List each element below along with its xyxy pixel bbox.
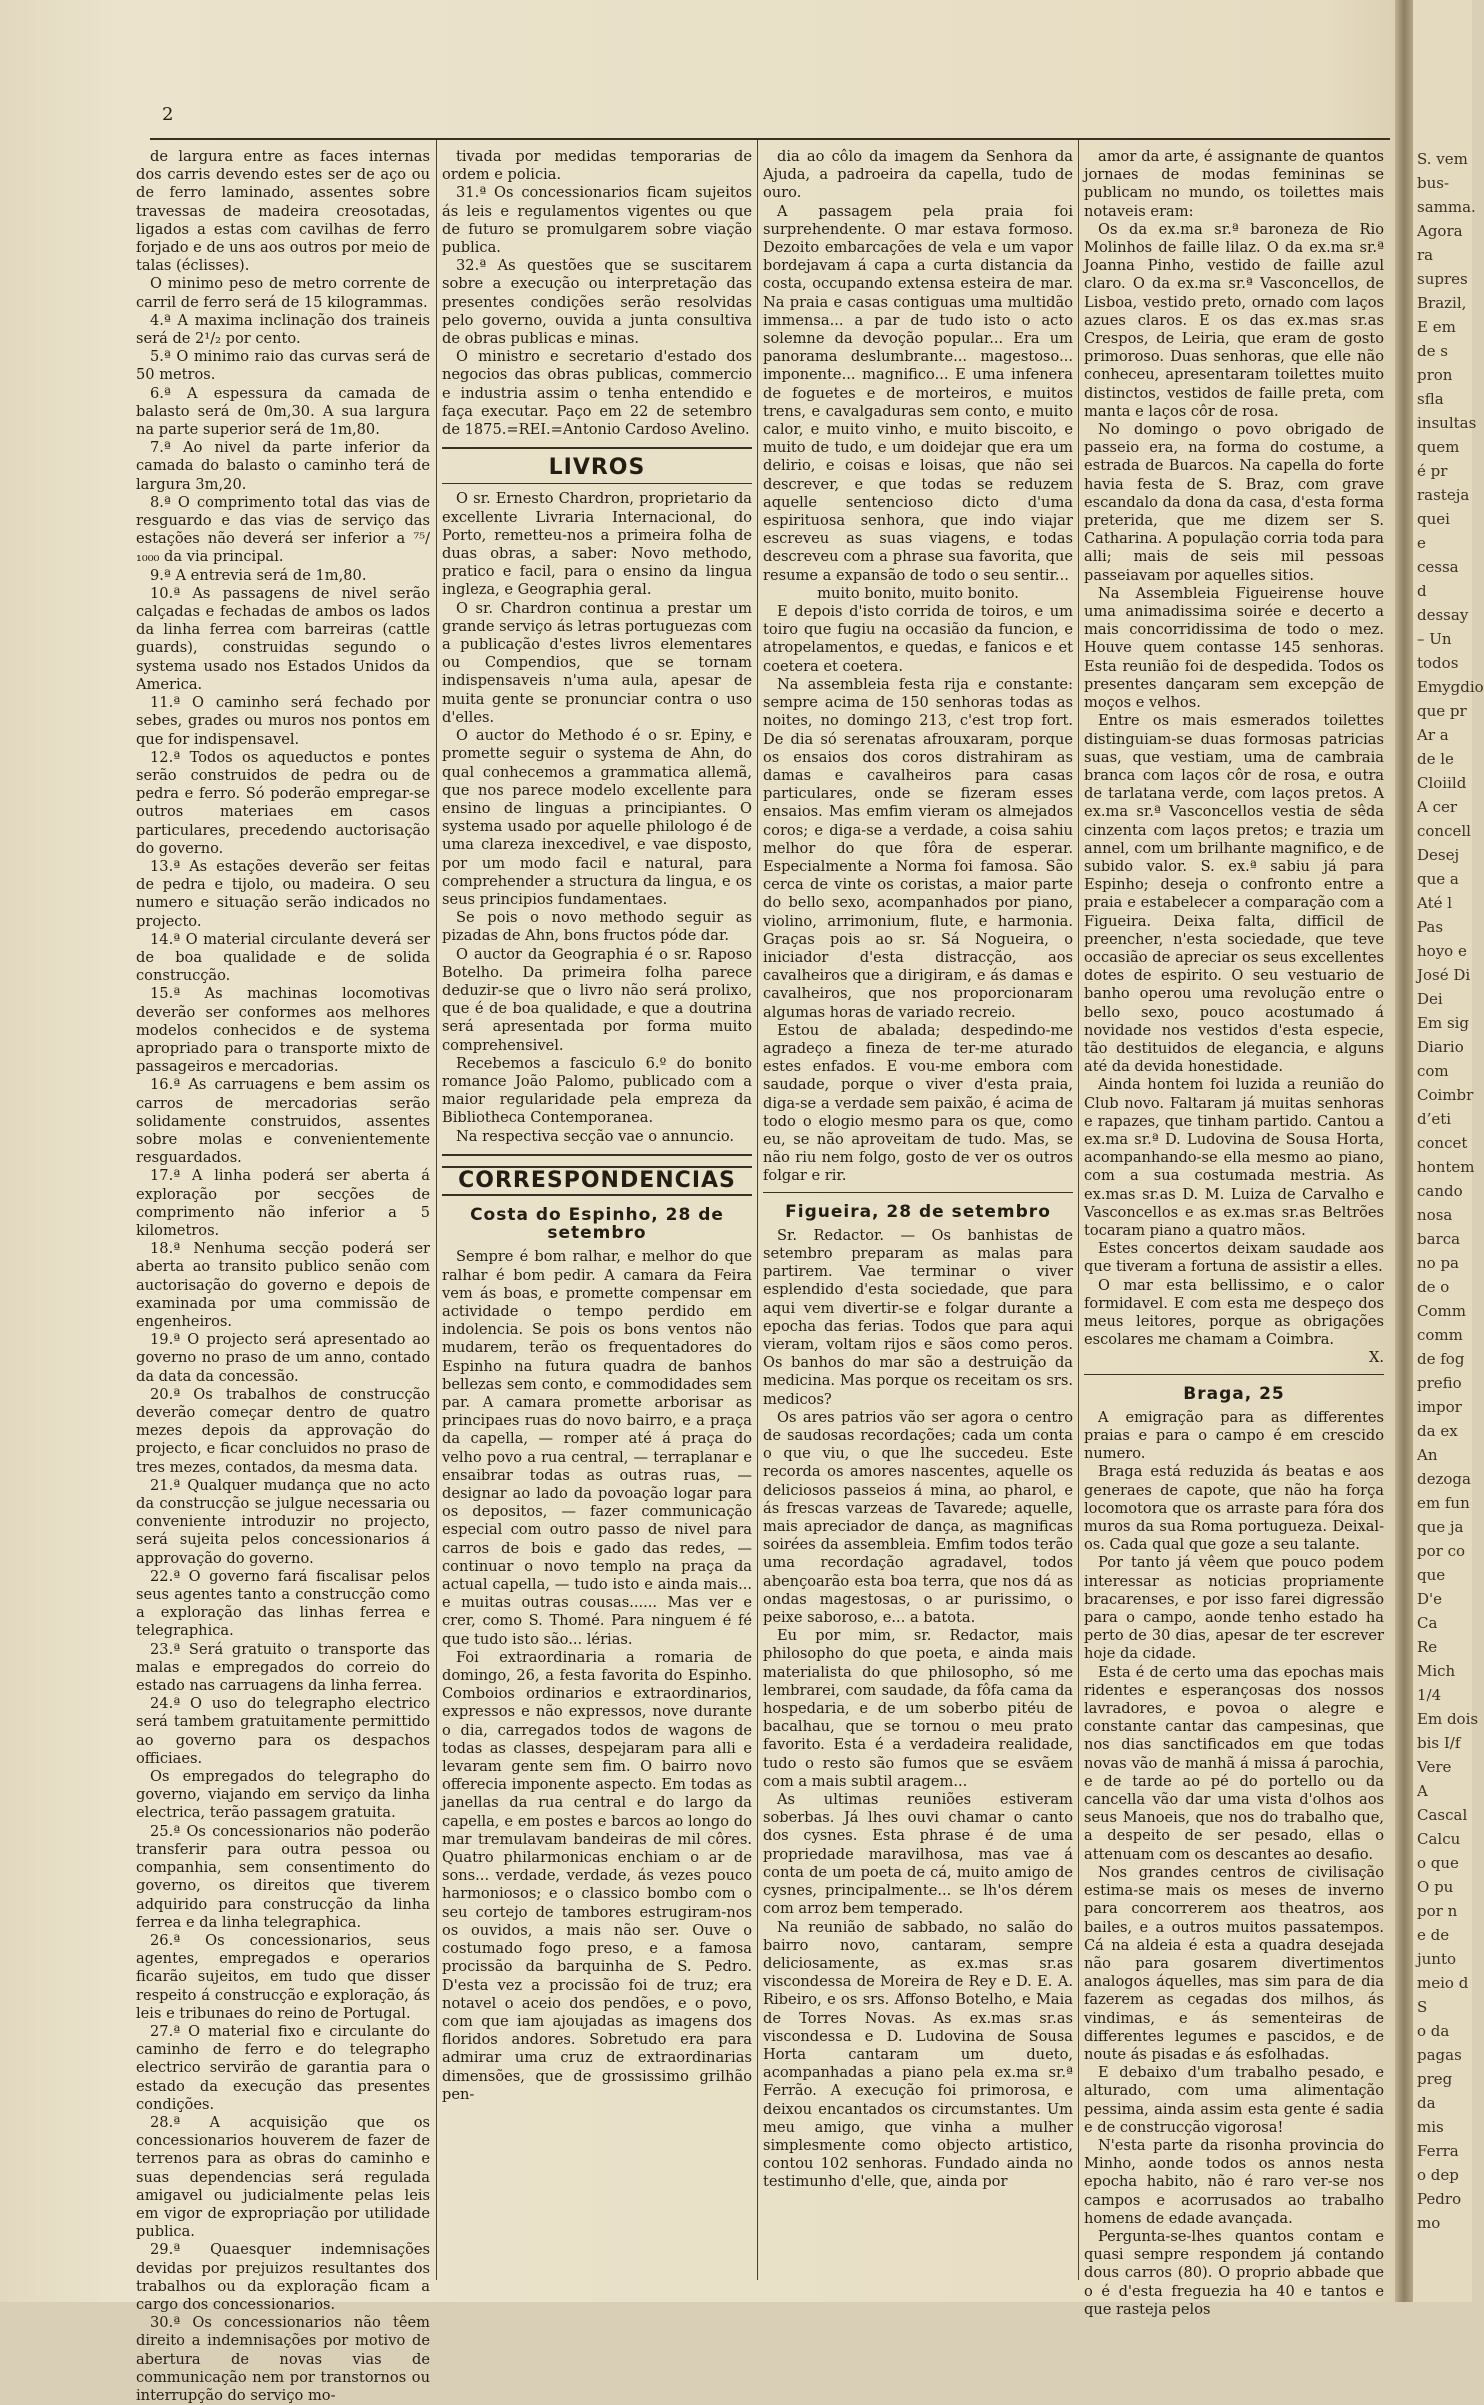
paragraph: 32.ª As questões que se suscitarem sobre a execução ou interpretação das presentes condições serão resolvidas pelo governo, ouvida a junta consultiva de obras publicas e minas. (442, 257, 752, 348)
paragraph: 30.ª Os concessionarios não têem direito a indemnisações por motivo de abertura de novas vias de communicação nem por transtornos ou interrupção do serviço mo- (136, 2314, 430, 2404)
paragraph: 12.ª Todos os aqueductos e pontes serão construidos de pedra ou de pedra e ferro. Só poderão empregar-se outros materiaes em casos particulares, precedendo auctorisação do governo. (136, 748, 430, 857)
paragraph: Estes concertos deixam saudade aos que tiveram a fortuna de assistir a elles. (1084, 1240, 1384, 1276)
paragraph: 7.ª Ao nivel da parte inferior da camada do balasto o caminho terá de largura 3m,20. (136, 439, 430, 493)
paragraph: O minimo peso de metro corrente de carril de ferro será de 15 kilogrammas. (136, 275, 430, 311)
paragraph: Entre os mais esmerados toilettes distinguiam-se duas formosas patricias suas, que vestiam, uma de cambraia branca com laços côr de rosa, e outra de tarlatana verde, com laços pretos. A ex.ma sr.ª Vasconcellos vestia de sêda cinzenta com laços pretos; e trazia um annel, com um brilhante magnifico, e de subido valor. S. ex.ª sabiu já para Espinho; deseja o confronto entre a praia e estabelecer a comparação com a Figueira. Deixa falta, difficil de preencher, n'esta sociedade, que teve occasião de apreciar os seus excellentes dotes de espirito. O seu vestuario de banho operou uma revolução entre o bello sexo, pouco acostumado á novidade nos vestidos d'esta especie, tão destituidos de elegancia, e alguns até da devida honestidade. (1084, 712, 1384, 1076)
dateline-figueira: Figueira, 28 de setembro (785, 1201, 1051, 1222)
next-page-fragment: E em (1417, 318, 1456, 336)
next-page-fragment: d (1417, 582, 1427, 600)
next-page-fragment: Mich (1417, 1662, 1456, 1680)
page-gutter (1395, 0, 1413, 2302)
next-page-fragment: bus- (1417, 174, 1450, 192)
next-page-fragment: Cascal (1417, 1806, 1468, 1824)
paragraph: 20.ª Os trabalhos de construcção deverão começar dentro de quatro mezes depois da approvação do projecto, e ficar concluidos no praso de tres mezes, contados, da mesma data. (136, 1385, 430, 1476)
next-page-fragment: sfla (1417, 390, 1444, 408)
next-page-fragment: pron (1417, 366, 1453, 384)
next-page-fragment: o que (1417, 1854, 1459, 1872)
next-page-fragment: nosa (1417, 1206, 1453, 1224)
section-rule (442, 1154, 752, 1156)
paragraph: Os da ex.ma sr.ª baroneza de Rio Molinhos de faille lilaz. O da ex.ma sr.ª Joanna Pinho, vestido de faille azul claro. O da ex.ma sr.ª Vasconcellos, de Lisboa, vestido preto, ornado com laços azues claros. E os das ex.mas sr.as Crespos, de Leiria, que eram de gosto primoroso. Duas senhoras, que elle não conheceu, apresentaram toilettes muito distinctos, vestidos de faille preta, com manta e laços côr de rosa. (1084, 220, 1384, 420)
next-page-fragment: da (1417, 2094, 1436, 2112)
next-page-fragment: Agora (1417, 222, 1463, 240)
paragraph: 18.ª Nenhuma secção poderá ser aberta ao transito publico senão com auctorisação do governo e depois de examinada por uma commissão de engenheiros. (136, 1240, 430, 1330)
next-page-fragment: de fog (1417, 1350, 1465, 1368)
paragraph: Na respectiva secção vae o annuncio. (456, 1127, 735, 1145)
next-page-fragment: samma. (1417, 198, 1476, 216)
next-page-fragment: hontem (1417, 1158, 1475, 1176)
paragraph: Os empregados do telegrapho do governo, viajando em serviço da linha electrica, terão passagem gratuita. (136, 1768, 430, 1822)
paragraph: Sr. Redactor. — Os banhistas de setembro preparam as malas para partirem. Vae terminar o viver esplendido d'esta sociedade, que para aqui vem divertir-se e folgar durante a epocha das ferias. Todos que para aqui vieram, voltam rijos e sãos como peros. Os banhos do mar são a destruição da medicina. Mas porque os receitam os srs. medicos? (763, 1226, 1073, 1408)
next-page-fragment: impor (1417, 1398, 1462, 1416)
paragraph: Estou de abalada; despedindo-me agradeço a fineza de ter-me aturado estes enfados. E vou-me embora com saudade, porque o viver d'esta praia, diga-se a verdade sem paixão, é acima de todo o elogio mesmo para os que, como eu, se não aproveitam de tudo. Mas, se não riu nem folgo, gosto de ver os outros folgar e rir. (763, 1021, 1073, 1185)
paragraph: O mar esta bellissimo, e o calor formidavel. E com esta me despeço dos meus leitores, porque as obrigações escolares me chamam a Coimbra. (1084, 1276, 1384, 1349)
next-page-fragment: Ca (1417, 1614, 1438, 1632)
next-page-fragment: em fun (1417, 1494, 1470, 1512)
next-page-fragment: mis (1417, 2118, 1444, 2136)
next-page-fragment: por co (1417, 1542, 1466, 1560)
paragraph: E debaixo d'um trabalho pesado, e alturado, com uma alimentação pessima, ainda assim esta gente é sadia e de construcção vigorosa! (1084, 2064, 1384, 2136)
next-page-fragment: que pr (1417, 702, 1467, 720)
next-page-fragment: dessay (1417, 606, 1469, 624)
next-page-fragment: preg (1417, 2070, 1453, 2088)
section-rule (763, 1192, 1073, 1193)
next-page-fragment: que (1417, 1566, 1446, 1584)
section-rule (1084, 1374, 1384, 1375)
paragraph: O ministro e secretario d'estado dos negocios das obras publicas, commercio e industria assim o tenha entendido e faça executar. Paço em 22 de setembro de 1875.=REI.=Antonio Cardoso Avelino. (442, 348, 752, 439)
paragraph: 23.ª Será gratuito o transporte das malas e empregados do correio do estado nas carruagens da linha ferrea. (136, 1640, 430, 1695)
column-3 (763, 148, 1073, 2278)
paragraph: 8.ª O comprimento total das vias de resguardo e das vias de serviço das estações não deverá ser inferior a ⁷⁵/₁₀₀₀ da via principal. (136, 493, 430, 566)
paragraph: 14.ª O material circulante deverá ser de boa qualidade e de solida construcção. (136, 930, 430, 985)
next-page-fragment: Pas (1417, 918, 1444, 936)
section-rule (442, 447, 752, 449)
section-rule (442, 483, 752, 484)
next-page-fragment: cessa (1417, 558, 1459, 576)
paragraph: amor da arte, é assignante de quantos jornaes de modas femininas se publicam no mundo, os toilettes mais notaveis eram: (1084, 148, 1384, 220)
paragraph: A emigração para as differentes praias e para o campo é em crescido numero. (1084, 1408, 1384, 1463)
next-page-fragment: rasteja (1417, 486, 1470, 504)
column-1 (136, 148, 430, 2404)
next-page-fragment: A cer (1417, 798, 1458, 816)
next-page-fragment: 1/4 (1417, 1686, 1442, 1704)
next-page-fragment: A (1417, 1782, 1428, 1800)
next-page-fragment: Diario (1417, 1038, 1464, 1056)
column-divider (1078, 140, 1079, 2280)
next-page-fragment: de s (1417, 342, 1448, 360)
paragraph: de largura entre as faces internas dos carris devendo estes ser de aço ou de ferro laminado, assentes sobre travessas de madeira creosotadas, ligados a estas com cavilhas de ferro forjado e de uns aos outros por meio de talas (éclisses). (136, 148, 430, 275)
next-page-fragment: Desej (1417, 846, 1460, 864)
paragraph: No domingo o povo obrigado de passeio era, na forma do costume, a estrada de Buarcos. Na capella do forte havia festa de S. Braz, com grave escandalo da dona da casa, d'esta forma preterida, que me dizem ser S. Catharina. A população corria toda para alli; mais de seis mil pessoas passeiavam por aquelles sitios. (1084, 421, 1384, 584)
next-page-fragment: barca (1417, 1230, 1461, 1248)
next-page-fragment: concet (1417, 1134, 1468, 1152)
paragraph: 28.ª A acquisição que os concessionarios houverem de fazer de terrenos para as obras do caminho e suas dependencias será regulada amigavel ou judicialmente pelas leis em vigor de expropriação por utilidade publica. (136, 2113, 430, 2241)
paragraph: 9.ª A entrevia será de 1m,80. (150, 566, 367, 584)
paragraph: Ainda hontem foi luzida a reunião do Club novo. Faltaram já muitas senhoras e rapazes, que tinham partido. Cantou a ex.ma sr.ª D. Ludovina de Sousa Horta, acompanhando-se ella mesmo ao piano, com a sua costumada mestria. As ex.mas sr.as D. M. Luiza de Carvalho e Vasconcellos e as ex.mas sr.as Beltrões tocaram piano a quatro mãos. (1084, 1076, 1384, 1239)
next-page-fragment: Em dois (1417, 1710, 1479, 1728)
paragraph: Sempre é bom ralhar, e melhor do que ralhar é bom pedir. A camara da Feira vem ás boas, e promette compensar em actividade o tempo perdido em indolencia. Se pois os bons ventos não mudarem, terão os frequentadores do Espinho na futura quadra de banhos bellezas sem conto, e commodidades sem par. A camara promette arborisar as principaes ruas do novo bairro, e a praça da capella, — romper até á praça do velho povo a rua central, — terraplanar e ensaibrar todas as outras ruas, — designar ao lado da povoação logar para os depositos, — fazer communicação especial com outro passo de nivel para carros de bois e gado das redes, — continuar o novo templo na praça da actual capella, — tudo isto e ainda mais... e muitas outras cousas...... Mas ver e crer, como S. Thomé. Para ninguem é fé que tudo isto são... lérias. (442, 1248, 752, 1648)
paragraph: Na reunião de sabbado, no salão do bairro novo, cantaram, sempre deliciosamente, as ex.mas sr.as viscondessa de Moreira de Rey e D. E. A. Ribeiro, e os srs. Affonso Botelho, e Maia de Torres Novas. As ex.mas sr.as viscondessa e D. Ludovina de Sousa Horta cantaram um dueto, acompanhadas a piano pela ex.ma sr.ª Ferrão. A execução foi primorosa, e deixou encantados os circumstantes. Um meu amigo, que vinha a mulher simplesmente como objecto artistico, contou 102 senhoras. Fundado ainda no testimunho d'elle, que, ainda por (763, 1918, 1073, 2191)
paragraph: Esta é de certo uma das epochas mais ridentes e esperançosas dos nossos lavradores, e povoa o alegre e constante cantar das campesinas, que nos dias sanctificados em que todas novas vão de manhã á missa á parochia, e de tarde ao pé do portello ou da cancella vão dar uma vista d'olhos aos seus Manoeis, que nos do trabalho que, a despeito de ser pesado, ellas o attenuam com os descantes ao desafio. (1084, 1663, 1384, 1863)
paragraph: muito bonito, muito bonito. (817, 584, 1019, 602)
next-page-fragment: S. vem (1417, 150, 1468, 168)
next-page-fragment: de o (1417, 1278, 1450, 1296)
section-title-correspondencias: CORRESPONDENCIAS (442, 1166, 752, 1196)
section-title-livros: LIVROS (548, 455, 646, 481)
next-page-fragment: todos (1417, 654, 1459, 672)
paragraph: Nos grandes centros de civilisação estima-se mais os meses de inverno para concorrerem aos theatros, aos bailes, e a outros muitos passatempos. Cá na aldeia é esta a quadra desejada não para gosarem divertimentos analogos áquelles, mas sim para de dia fazerem as cegadas dos milhos, ás vindimas, e ás sementeiras de differentes legumes e pascidos, e de noute ás pisadas e ás esfolhadas. (1084, 1863, 1384, 2063)
next-page-fragment: ra (1417, 246, 1434, 264)
next-page-fragment: o dep (1417, 2166, 1459, 2184)
paragraph: N'esta parte da risonha provincia do Minho, aonde todos os annos nesta epocha habito, não é raro ver-se nos campos e acorrusados ao trabalho homens de edade avançada. (1084, 2136, 1384, 2227)
paragraph: 19.ª O projecto será apresentado ao governo no praso de um anno, contado da data da concessão. (136, 1331, 430, 1385)
next-page-fragment: concell (1417, 822, 1471, 840)
next-page-fragment: José Di (1417, 966, 1471, 984)
paragraph: O sr. Chardron continua a prestar um grande serviço ás letras portuguezas com a publicação d'estes livros elementares ou Compendios, que se tornam indispensaveis n'uma aula, apesar de muita gente se pronunciar contra o uso d'elles. (442, 599, 752, 726)
paragraph: 15.ª As machinas locomotivas deverão ser conformes aos melhores modelos conhecidos e de systema apropriado para o transporte mixto de passageiros e mercadorias. (136, 985, 430, 1076)
next-page-fragment: por n (1417, 1902, 1458, 1920)
next-page-fragment: Em sig (1417, 1014, 1470, 1032)
paragraph: O auctor da Geographia é o sr. Raposo Botelho. Da primeira folha parece deduzir-se que o livro não será prolixo, que é de boa qualidade, e que a doutrina será apresentada por forma muito comprehensivel. (442, 945, 752, 1054)
paragraph: Por tanto já vêem que pouco podem interessar as noticias propriamente bracarenses, e por isso farei digressão para o campo, aonde tenho estado ha perto de 30 dias, apesar de ter escrever hoje da cidade. (1084, 1554, 1384, 1663)
paragraph: Se pois o novo methodo seguir as pizadas de Ahn, bons fructos póde dar. (442, 909, 752, 945)
paragraph: Na assembleia festa rija e constante: sempre acima de 150 senhoras todas as noites, no domingo 213, c'est trop fort. De dia só serenatas afrouxaram, porque os ensaios dos coros distrahiram as damas e cavalheiros para casas particulares, onde se fizeram esses ensaios. Mas emfim vieram os almejados coros; e diga-se a verdade, a coisa sahiu melhor do que fôra de esperar. Especialmente a Norma foi famosa. São cerca de vinte os coristas, a maior parte do bello sexo, acompanhados por piano, violino, arrimonium, flute, e harmonia. Graças pois ao sr. Sá Nogueira, o iniciador d'esta distracção, aos cavalheiros que a dirigiram, e ás damas e cavalheiros, que nos proporcionaram algumas horas de variado recreio. (763, 675, 1073, 1021)
paragraph: As ultimas reuniões estiveram soberbas. Já lhes ouvi chamar o canto dos cysnes. Esta phrase é de uma propriedade maravilhosa, mas vae á conta de um poeta de cá, muito amigo de cysnes, principalmente... se lh'os dérem com arroz bem temperado. (763, 1791, 1073, 1918)
next-page-fragment: Brazil, (1417, 294, 1467, 312)
paragraph: Na Assembleia Figueirense houve uma animadissima soirée e decerto a mais concorridissima de todo o mez. Houve quem contasse 145 senhoras. Esta reunião foi de despedida. Todos os presentes dançaram sem excepção de moços e velhos. (1084, 584, 1384, 712)
paragraph: 13.ª As estações deverão ser feitas de pedra e tijolo, ou madeira. O seu numero e situação serão indicados no projecto. (136, 857, 430, 930)
next-page-fragment: prefio (1417, 1374, 1462, 1392)
next-page-fragment: Ferra (1417, 2142, 1459, 2160)
column-divider (436, 140, 437, 2280)
next-page-fragment: no pa (1417, 1254, 1460, 1272)
next-page-fragment: é pr (1417, 462, 1448, 480)
paragraph: O sr. Ernesto Chardron, proprietario da excellente Livraria Internacional, do Porto, remetteu-nos a primeira folha de duas obras, a saber: Novo methodo, pratico e facil, para o ensino da lingua ingleza, e Geographia geral. (442, 490, 752, 599)
next-page-fragment: quem (1417, 438, 1460, 456)
paragraph: dia ao côlo da imagem da Senhora da Ajuda, a padroeira da capella, tudo de ouro. (763, 148, 1073, 202)
next-page-fragment: d’eti (1417, 1110, 1452, 1128)
paragraph: 24.ª O uso do telegrapho electrico será tambem gratuitamente permittido ao governo para os despachos officiaes. (136, 1695, 430, 1767)
next-page-fragment: hoyo e (1417, 942, 1467, 960)
column-2 (442, 148, 752, 2278)
next-page-fragment: Emygdio (1417, 678, 1484, 696)
paragraph: Braga está reduzida ás beatas e aos generaes de capote, que não ha força locomotora que os arraste para fóra dos muros da sua Roma portugueza. Deixal-os. Cada qual que goze a seu talante. (1084, 1463, 1384, 1554)
paragraph: 5.ª O minimo raio das curvas será de 50 metros. (136, 348, 430, 384)
next-page-fragment: que ja (1417, 1518, 1464, 1536)
paragraph: 27.ª O material fixo e circulante do caminho de ferro e do telegrapho electrico servirão de garantia para o estado da execução das presentes condições. (136, 2022, 430, 2113)
next-page-fragment: e (1417, 534, 1426, 552)
next-page-fragment: Coimbr (1417, 1086, 1474, 1104)
next-page-fragment: Calcu (1417, 1830, 1461, 1848)
column-4 (1084, 148, 1384, 2318)
next-page-fragment: comm (1417, 1326, 1463, 1344)
paragraph: 29.ª Quaesquer indemnisações devidas por prejuizos resultantes dos trabalhos ou da exploração ficam a cargo dos concessionarios. (136, 2241, 430, 2313)
header-rule (150, 138, 1390, 140)
next-page-edge (1413, 0, 1484, 2302)
signature: X. (1368, 1349, 1384, 1367)
next-page-fragment: Ar a (1417, 726, 1449, 744)
paragraph: 17.ª A linha poderá ser aberta á exploração por secções de comprimento não inferior a 5 kilometros. (136, 1167, 430, 1239)
paragraph: 25.ª Os concessionarios não poderão transferir para outra pessoa ou companhia, sem consentimento do governo, os direitos que tiverem adquirido para construcção da linha ferrea e da linha telegraphica. (136, 1822, 430, 1931)
next-page-fragment: Vere (1417, 1758, 1452, 1776)
paragraph: 21.ª Qualquer mudança que no acto da construcção se julgue necessaria ou conveniente introduzir no projecto, será sujeita pelos concessionarios á approvação do governo. (136, 1476, 430, 1567)
next-page-fragment: S (1417, 1998, 1428, 2016)
next-page-fragment: cando (1417, 1182, 1463, 1200)
next-page-fragment: Cloiild (1417, 774, 1467, 792)
next-page-fragment: junto (1417, 1950, 1457, 1968)
paragraph: Foi extraordinaria a romaria de domingo, 26, a festa favorita do Espinho. Comboios ordinarios e extraordinarios, expressos e não expressos, nove durante o dia, carregados todos de wagons de todas as classes, despejaram para alli e levaram gente sem fim. O bairro novo offerecia imponente aspecto. Em todas as janellas da rua central e do largo da capella, e em postes e barcos ao longo do mar tremulavam bandeiras de mil côres. Quatro philarmonicas enchiam o ar de sons... verdade, verdade, ás vezes pouco harmoniosos; e o classico bombo com o seu cortejo de tambores estrugiram-nos os ouvidos, a mais não ser. Ouve o costumado fogo preso, e a famosa procissão da barquinha de S. Pedro. D'esta vez a procissão foi de truz; era notavel o aceio dos pendões, e o povo, com que iam ajoujadas as imagens dos floridos andores. Sobretudo era para admirar uma cruz de extraordinarias dimensões, que de grossissimo grilhão pen- (442, 1648, 752, 2103)
next-page-fragment: e de (1417, 1926, 1450, 1944)
next-page-fragment: Dei (1417, 990, 1443, 1008)
next-page-fragment: – Un (1417, 630, 1452, 648)
next-page-fragment: Re (1417, 1638, 1438, 1656)
paragraph: Recebemos a fasciculo 6.º do bonito romance João Palomo, publicado com a maior regularidade pela empreza da Bibliotheca Contemporanea. (442, 1054, 752, 1127)
paragraph: 6.ª A espessura da camada de balasto será de 0m,30. A sua largura na parte superior será de 1m,80. (136, 384, 430, 439)
paragraph: Eu por mim, sr. Redactor, mais philosopho do que poeta, e ainda mais materialista do que philosopho, só me lembrarei, com saudade, da fôfa cama da hospedaria, e de um soberbo pitéu de bacalhau, que se tornou o meu prato favorito. Esta é a verdadeira realidade, tudo o resto são fumos que se esvãem com a mais subtil aragem... (763, 1627, 1073, 1790)
next-page-fragment: o da (1417, 2022, 1450, 2040)
paragraph: 11.ª O caminho será fechado por sebes, grades ou muros nos pontos em que for indispensavel. (136, 694, 430, 748)
dateline-espinho: Costa do Espinho, 28 de setembro (470, 1204, 724, 1244)
next-page-fragment: que a (1417, 870, 1459, 888)
next-page-fragment: Comm (1417, 1302, 1466, 1320)
next-page-fragment: Pedro (1417, 2190, 1462, 2208)
next-page-fragment: quei (1417, 510, 1450, 528)
next-page-fragment: An (1417, 1446, 1438, 1464)
next-page-fragment: pagas (1417, 2046, 1462, 2064)
paragraph: 4.ª A maxima inclinação dos traineis será de 2¹/₂ por cento. (136, 311, 430, 348)
next-page-fragment: Até l (1417, 894, 1453, 912)
paragraph: Pergunta-se-lhes quantos contam e quasi sempre respondem já contando dous carros (80). O proprio abbade que o é d'esta freguezia ha 40 e tantos e que rasteja pelos (1084, 2227, 1384, 2318)
column-divider (757, 140, 758, 2280)
next-page-fragment: D'e (1417, 1590, 1443, 1608)
dateline-braga: Braga, 25 (1183, 1383, 1285, 1404)
next-page-fragment: da ex (1417, 1422, 1458, 1440)
paragraph: Os ares patrios vão ser agora o centro de saudosas recordações; cada um conta o que viu, o que lhe succedeu. Este recorda os amores nascentes, aquelle os deliciosos passeios á mina, ao pharol, e ás frescas varzeas de Tavarede; aquelle, mais apreciador de dança, as magnificas soirées da assembleia. Emfim todos terão uma recordação agradavel, todos abençoarão esta boa terra, que nos dá as ondas magestosas, o ar purissimo, o peixe saboroso, e... a batota. (763, 1408, 1073, 1627)
next-page-fragment: dezoga (1417, 1470, 1471, 1488)
next-page-fragment: O pu (1417, 1878, 1454, 1896)
paragraph: A passagem pela praia foi surprehendente. O mar estava formoso. Dezoito embarcações de vela e um vapor bordejavam á capa a curta distancia da costa, occupando extensa esteira de mar. Na praia e casas contiguas uma multidão immensa... a par de tudo isto o acto solemne da devoção popular... Era um panorama deslumbrante... magestoso... imponente... magnifico... E uma infenera de foguetes e de morteiros, e muitos trens, e cavalgaduras sem conto, e muito calor, e muito vinho, e muito biscoito, e muito de tudo, e um doidejar que era um delirio, e coisas e loisas, que não sei descrever, e que todas se reduzem aquelle sentencioso dicto d'uma espirituosa senhora, que indo viajar escreveu as suas viagens, e todas descreveu com a phrase sua favorita, que resume a expansão de todo o seu sentir... (763, 202, 1073, 584)
paragraph: 22.ª O governo fará fiscalisar pelos seus agentes tanto a construcção como a exploração das linhas ferrea e telegraphica. (136, 1567, 430, 1640)
paragraph: 16.ª As carruagens e bem assim os carros de mercadorias serão solidamente construidos, assentes sobre molas e convenientemente resguardados. (136, 1076, 430, 1167)
paragraph: 31.ª Os concessionarios ficam sujeitos ás leis e regulamentos vigentes ou que de futuro se promulgarem sobre viação publica. (442, 184, 752, 257)
next-page-fragment: mo (1417, 2214, 1441, 2232)
next-page-fragment: com (1417, 1062, 1449, 1080)
next-page-fragment: supres (1417, 270, 1468, 288)
page-number: 2 (162, 104, 174, 125)
next-page-fragment: de le (1417, 750, 1454, 768)
paragraph: 10.ª As passagens de nivel serão calçadas e fechadas de ambos os lados da linha ferrea com barreiras (cattle guards), construidas segundo o systema usado nos Estados Unidos da America. (136, 584, 430, 693)
next-page-fragment: insultas (1417, 414, 1477, 432)
paragraph: tivada por medidas temporarias de ordem e policia. (442, 148, 752, 184)
next-page-fragment: bis I/f (1417, 1734, 1461, 1752)
paragraph: O auctor do Methodo é o sr. Epiny, e promette seguir o systema de Ahn, do qual conhecemos a grammatica allemã, que nos parece modelo excellente para ensino de linguas a principiantes. O systema usado por aquelle philologo é de uma clareza inexcedivel, e vae disposto, por um modo facil e natural, para comprehender a structura da lingua, e os seus principios fundamentaes. (442, 727, 752, 908)
next-page-fragment: meio d (1417, 1974, 1469, 1992)
paragraph: 26.ª Os concessionarios, seus agentes, empregados e operarios ficarão sujeitos, em tudo que disser respeito á construcção e exploração, ás leis e tribunaes do reino de Portugal. (136, 1931, 430, 2022)
paragraph: E depois d'isto corrida de toiros, e um toiro que fugiu na occasião da funcion, e atropelamentos, e quedas, e fanicos e et coetera et coetera. (763, 603, 1073, 675)
